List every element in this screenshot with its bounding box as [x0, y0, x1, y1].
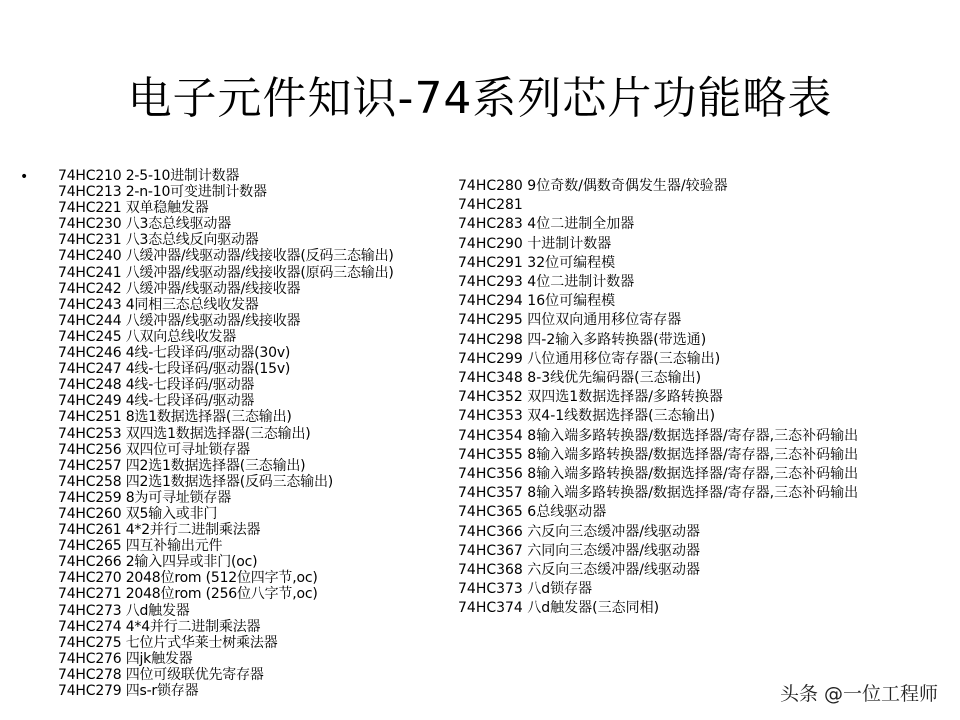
list-item: 74HC275 七位片式华莱士树乘法器	[58, 634, 278, 651]
list-item: 74HC230 八3态总线驱动器	[58, 216, 231, 233]
list-item: 74HC243 4同相三态总线收发器	[58, 296, 259, 313]
list-item: 74HC356 8输入端多路转换器/数据选择器/寄存器,三态补码输出	[458, 466, 859, 483]
list-item: 74HC279 四s-r锁存器	[58, 683, 199, 699]
list-item: 74HC210 2-5-10进制计数器	[58, 168, 240, 184]
list-item: 74HC265 四互补输出元件	[58, 538, 223, 555]
list-item: 74HC357 8输入端多路转换器/数据选择器/寄存器,三态补码输出	[458, 485, 859, 502]
list-item: 74HC367 六同向三态缓冲器/线驱动器	[458, 542, 701, 559]
list-item: 74HC294 16位可编程模	[458, 293, 616, 310]
slide-title: 电子元件知识-74系列芯片功能略表	[127, 73, 833, 124]
list-item: 74HC348 8-3线优先编码器(三态输出)	[458, 370, 702, 387]
list-item: 74HC352 双四选1数据选择器/多路转换器	[458, 389, 723, 406]
list-item: 74HC355 8输入端多路转换器/数据选择器/寄存器,三态补码输出	[458, 446, 859, 463]
list-item: 74HC256 双四位可寻址锁存器	[58, 441, 250, 458]
watermark: 头条 @一位工程师	[779, 683, 938, 705]
list-item: 74HC266 2输入四异或非门(oc)	[58, 554, 258, 571]
list-item: 74HC242 八缓冲器/线驱动器/线接收器	[58, 280, 301, 297]
list-item: 74HC245 八双向总线收发器	[58, 328, 237, 345]
list-item: 74HC368 六反向三态缓冲器/线驱动器	[458, 562, 701, 579]
list-item: 74HC247 4线-七段译码/驱动器(15v)	[58, 361, 291, 378]
right-chip-list	[458, 177, 918, 619]
list-item: 74HC240 八缓冲器/线驱动器/线接收器(反码三态输出)	[58, 248, 394, 265]
list-item: 74HC295 四位双向通用移位寄存器	[458, 312, 682, 329]
list-item: 74HC273 八d触发器	[58, 602, 190, 619]
list-item: 74HC251 8选1数据选择器(三态输出)	[58, 409, 292, 426]
list-item: 74HC271 2048位rom (256位八字节,oc)	[58, 586, 318, 603]
list-item: 74HC353 双4-1线数据选择器(三态输出)	[458, 408, 716, 425]
bullet-marker: •	[20, 169, 29, 185]
list-item: 74HC253 双四选1数据选择器(三态输出)	[58, 425, 311, 442]
list-item: 74HC257 四2选1数据选择器(三态输出)	[58, 457, 306, 474]
list-item: 74HC261 4*2并行二进制乘法器	[58, 522, 261, 539]
list-item: 74HC260 双5输入或非门	[58, 505, 218, 522]
list-item: 74HC290 十进制计数器	[458, 235, 612, 252]
list-item: 74HC374 八d触发器(三态同相)	[458, 600, 660, 617]
list-item: 74HC231 八3态总线反向驱动器	[58, 232, 259, 249]
list-item: 74HC213 2-n-10可变进制计数器	[58, 184, 267, 201]
list-item: 74HC248 4线-七段译码/驱动器	[58, 377, 255, 394]
list-item: 74HC246 4线-七段译码/驱动器(30v)	[58, 345, 291, 362]
list-item: 74HC249 4线-七段译码/驱动器	[58, 393, 255, 410]
list-item: 74HC366 六反向三态缓冲器/线驱动器	[458, 523, 701, 540]
list-item: 74HC241 八缓冲器/线驱动器/线接收器(原码三态输出)	[58, 264, 394, 281]
list-item: 74HC281	[458, 197, 523, 214]
list-item: 74HC259 8为可寻址锁存器	[58, 489, 231, 506]
list-item: 74HC291 32位可编程模	[458, 254, 616, 271]
list-item: 74HC283 4位二进制全加器	[458, 216, 635, 233]
list-item: 74HC278 四位可级联优先寄存器	[58, 666, 264, 683]
list-item: 74HC276 四jk触发器	[58, 650, 193, 667]
list-item: 74HC293 4位二进制计数器	[458, 274, 635, 291]
list-item: 74HC373 八d锁存器	[458, 581, 593, 598]
list-item: 74HC298 四-2输入多路转换器(带选通)	[458, 331, 707, 348]
list-item: 74HC365 6总线驱动器	[458, 504, 607, 521]
list-item: 74HC354 8输入端多路转换器/数据选择器/寄存器,三态补码输出	[458, 427, 859, 444]
list-item: 74HC274 4*4并行二进制乘法器	[58, 618, 261, 635]
list-item: 74HC221 双单稳触发器	[58, 200, 209, 217]
list-item: 74HC299 八位通用移位寄存器(三态输出)	[458, 350, 721, 367]
list-item: 74HC244 八缓冲器/线驱动器/线接收器	[58, 312, 301, 329]
list-item: 74HC258 四2选1数据选择器(反码三态输出)	[58, 473, 334, 490]
list-item: 74HC280 9位奇数/偶数奇偶发生器/较验器	[458, 178, 728, 194]
list-item: 74HC270 2048位rom (512位四字节,oc)	[58, 570, 318, 587]
left-chip-list	[58, 168, 448, 699]
